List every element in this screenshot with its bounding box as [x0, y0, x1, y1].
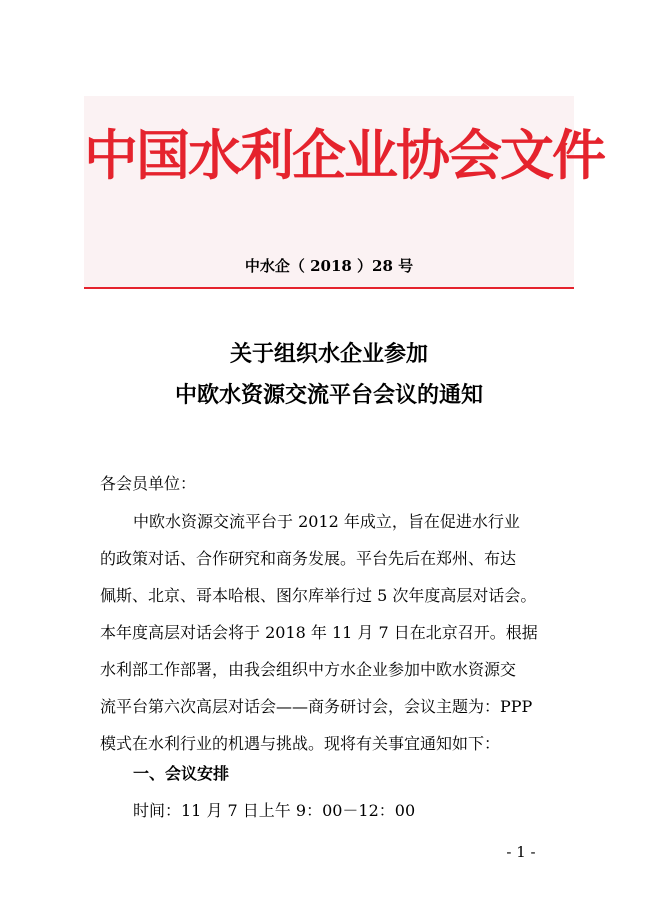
paragraph-line: 模式在水利行业的机遇与挑战。现将有关事宜通知如下：: [100, 734, 501, 753]
meeting-time: 时间：11 月 7 日上午 9：00－12：00: [133, 801, 416, 820]
salutation: 各会员单位：: [100, 474, 197, 493]
issuing-organization-title: 中国水利企业协会文件: [84, 123, 604, 187]
paragraph-line: 的政策对话、合作研究和商务发展。平台先后在郑州、布达: [100, 549, 517, 568]
paragraph-line: 水利部工作部署，由我会组织中方水企业参加中欧水资源交: [100, 660, 517, 679]
page-number: - 1 -: [506, 843, 536, 861]
notice-title-line-2: 中欧水资源交流平台会议的通知: [174, 382, 483, 408]
notice-title-line-1: 关于组织水企业参加: [229, 341, 428, 367]
document-number: 中水企（ 2018 ）28 号: [244, 257, 414, 275]
paragraph-line: 佩斯、北京、哥本哈根、图尔库举行过 5 次年度高层对话会。: [100, 586, 537, 605]
section-heading-meeting-arrangement: 一、会议安排: [133, 764, 230, 783]
red-divider-line: [84, 287, 574, 289]
paragraph-line: 流平台第六次高层对话会——商务研讨会，会议主题为：PPP: [100, 697, 533, 716]
paragraph-line: 中欧水资源交流平台于 2012 年成立，旨在促进水行业: [133, 512, 520, 531]
paragraph-line: 本年度高层对话会将于 2018 年 11 月 7 日在北京召开。根据: [100, 623, 538, 642]
